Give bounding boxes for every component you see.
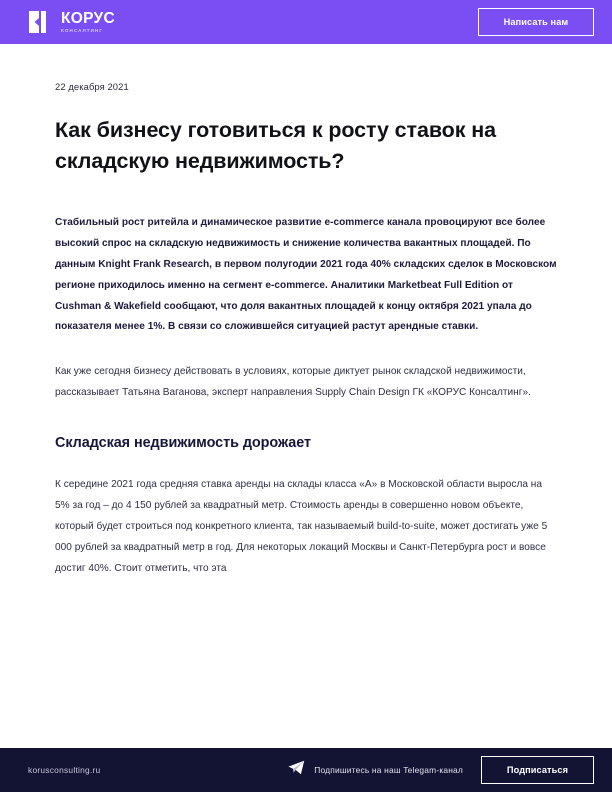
brand-logo[interactable] [28, 9, 115, 35]
article-lead-paragraph: Стабильный рост ритейла и динамическое развитие e-commerce канала провоцируют все более высокий спрос на складскую недвижимость и снижение количества вакантных площадей. По данным Knight Frank Research, в первом полугодии 2021 года 40% складских сделок в Московском регионе приходилось именно на сегмент e-commerce. Аналитики Marketbeat Full Edition от Cushman & Wakefield сообщают, что доля вакантных площадей к концу октября 2021 упала до показателя менее 1%. В связи со сложившейся ситуацией растут арендные ставки. [55, 217, 557, 333]
article-date: 22 декабря 2021 [55, 81, 129, 92]
article-content [0, 44, 612, 748]
telegram-paper-plane-icon [288, 760, 305, 780]
page-title: Как бизнесу готовиться к росту ставок на складскую недвижимость? [55, 118, 496, 173]
site-footer [0, 748, 612, 792]
article-section-paragraph: К середине 2021 года средняя ставка аренды на склады класса «А» в Московской области выросла на 5% за год – до 4 150 рублей за квадратный метр. Стоимость аренды в совершенно новом объекте, который будет строиться под конкретного клиента, так называемый build-to-suite, может достигать уже 5 000 рублей за квадратный метр в год. Для некоторых локаций Москвы и Санкт-Петербурга рост и вовсе достиг 40%. Стоит отметить, что эта [55, 479, 548, 574]
footer-telegram-text: Подпишитесь на наш Telegam-канал [314, 765, 463, 775]
korus-logo-mark-icon [28, 9, 54, 35]
article-intro-paragraph: Как уже сегодня бизнесу действовать в условиях, которые диктует рынок складской недвижимости, рассказывает Татьяна Ваганова, эксперт направления Supply Chain Design ГК «КОРУС Консалтинг». [55, 366, 531, 399]
footer-website-link[interactable]: korusconsulting.ru [28, 765, 101, 775]
subscribe-button[interactable]: Подписаться [481, 756, 594, 784]
footer-telegram-block [288, 760, 463, 780]
site-header [0, 0, 612, 44]
section-heading: Складская недвижимость дорожает [55, 435, 311, 452]
brand-name: КОРУС [61, 9, 115, 27]
contact-us-button[interactable]: Написать нам [478, 8, 594, 36]
brand-subtitle: КОНСАЛТИНГ [61, 27, 104, 33]
brand-text [61, 11, 115, 34]
